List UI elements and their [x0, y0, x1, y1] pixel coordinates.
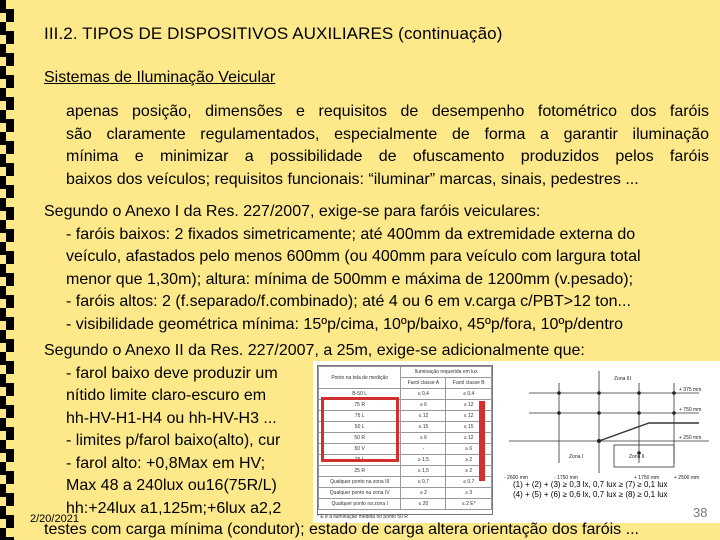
table-cell: 50 R — [319, 433, 401, 444]
table-cell: ≥ 6 — [446, 444, 492, 455]
text-line: - faróis baixos: 2 fixados simetricamente; até 400mm da extremidade externa do — [66, 225, 636, 243]
table-cell: ≤ 0,7 — [401, 477, 446, 488]
dimension-label: + 2500 mm — [674, 475, 700, 481]
measuring-screen-diagram — [499, 363, 715, 481]
table-header: Farol classe A — [401, 378, 446, 389]
table-cell: ≥ 2 — [446, 466, 492, 477]
table-cell: ≥ 12 — [446, 400, 492, 411]
table-cell: ≥ 6 — [401, 433, 446, 444]
zone-label: Zona I — [569, 454, 584, 460]
table-cell: B-50 L — [319, 389, 401, 400]
intro-paragraph — [66, 101, 709, 191]
section-subtitle: Sistemas de Iluminação Veicular — [44, 69, 276, 86]
table-header: Ponto na tela de medição — [319, 367, 401, 389]
text-line: Segundo o Anexo II da Res. 227/2007, a 25m, exige-se adicionalmente que: — [44, 342, 585, 359]
dimension-label: + 1750 mm — [634, 475, 660, 481]
text-line: hh:+24lux a1,125m;+6lux a2,2 — [66, 499, 282, 517]
table-header: Farol classe B — [446, 378, 492, 389]
text-line: Max 48 a 240lux ou16(75R/L) — [66, 477, 277, 494]
dimension-label: + 250 mm — [679, 435, 702, 441]
text-line: - visibilidade geométrica mínima: 15ºp/cima, 10ºp/baixo, 45ºp/fora, 10ºp/dentro — [66, 315, 623, 333]
text-line: hh-HV-H1-H4 ou hh-HV-H3 ... — [66, 409, 277, 427]
table-row — [319, 477, 492, 488]
table-footnote: * E é a iluminação medida no ponto 50 R — [317, 514, 408, 520]
table-cell: ≤ 0,7 — [446, 477, 492, 488]
text-line: baixos dos veículos; requisitos funcionais: “iluminar” marcas, sinais, pedestres ... — [66, 170, 639, 188]
text-line: - limites p/farol baixo(alto), cur — [66, 432, 281, 449]
table-cell: 25 R — [319, 466, 401, 477]
table-cell: Qualquer ponto na zona IV — [319, 488, 401, 499]
slide-date: 2/20/2021 — [30, 513, 79, 525]
slide-title: III.2. TIPOS DE DISPOSITIVOS AUXILIARES (continuação) — [44, 24, 503, 43]
table-row — [319, 499, 492, 510]
left-decorative-bar — [0, 0, 14, 540]
table-cell: 75 L — [319, 411, 401, 422]
bottom-text-line: testes com carga mínima (condutor); estado de carga altera orientação dos faróis ... — [44, 521, 639, 538]
table-cell: 25 L — [319, 455, 401, 466]
table-cell: ≥ 3 — [446, 488, 492, 499]
text-line: - faróis altos: 2 (f.separado/f.combinado); até 4 ou 6 em v.carga c/PBT>12 ton... — [66, 293, 631, 310]
formula-line: (1) + (2) + (3) ≥ 0,3 lx, 0,7 lux ≥ (7) ≥ 0,1 lux — [513, 480, 668, 489]
table-cell: ≥ 6 — [401, 400, 446, 411]
text-line: - farol alto: +0,8Max em HV; — [66, 454, 266, 472]
table-cell: ≤ 0,4 — [401, 389, 446, 400]
table-cell: ≥ 2 — [446, 455, 492, 466]
table-cell: ≤ 20 — [401, 499, 446, 510]
photometric-formulas — [513, 480, 668, 500]
text-line: menor que 1,30m); altura: mínima de 500mm e máxima de 1200mm (v.pesado); — [66, 270, 634, 288]
table-cell: Qualquer ponto na zona III — [319, 477, 401, 488]
table-cell: ≤ 12 — [401, 411, 446, 422]
table-cell: ≤ 0,4 — [446, 389, 492, 400]
table-cell: 75 R — [319, 400, 401, 411]
dimension-label: - 2600 mm — [504, 475, 528, 481]
formula-line: (4) + (5) + (6) ≥ 0,6 lx, 0,7 lux ≥ (8) ≥ 0,1 lux — [513, 490, 668, 499]
table-cell: ≥ 1,5 — [401, 466, 446, 477]
table-row — [319, 466, 492, 477]
zone-label: Zona II — [629, 454, 645, 460]
text-line: mínima e minimizar a possibilidade de ofuscamento produzidos pelos faróis — [66, 148, 709, 165]
dimension-label: + 375 mm — [679, 387, 702, 393]
table-cell: - — [401, 444, 446, 455]
table-cell: 50 V — [319, 444, 401, 455]
table-cell: ≥ 12 — [446, 433, 492, 444]
table-cell: Qualquer ponto na zona I — [319, 499, 401, 510]
text-line: Segundo o Anexo I da Res. 227/2007, exige-se para faróis veiculares: — [44, 203, 541, 220]
text-line: - farol baixo deve produzir um — [66, 364, 278, 382]
text-line: apenas posição, dimensões e requisitos de desempenho fotométrico dos faróis — [66, 103, 709, 120]
text-line: são claramente regulamentados, especialmente de forma a garantir iluminação — [66, 125, 709, 143]
dimension-label: - 1750 mm — [554, 475, 578, 481]
table-header: Iluminação requerida em lux — [401, 367, 492, 378]
text-line: veículo, afastados pelo menos 600mm (ou 400mm para veículo com largura total — [66, 248, 641, 265]
page-number: 38 — [693, 505, 708, 520]
table-cell: ≥ 2 — [401, 488, 446, 499]
table-row — [319, 488, 492, 499]
text-line: nítido limite claro-escuro em — [66, 387, 267, 404]
table-cell: ≤ 15 — [446, 422, 492, 433]
table-cell: ≤ 15 — [401, 422, 446, 433]
zone-label: Zona III — [614, 376, 631, 382]
dimension-label: + 750 mm — [679, 407, 702, 413]
highlight-marker — [479, 401, 485, 481]
table-cell: ≥ 1,5 — [401, 455, 446, 466]
table-cell: 50 L — [319, 422, 401, 433]
table-cell: ≤ 2 E* — [446, 499, 492, 510]
table-cell: ≤ 12 — [446, 411, 492, 422]
highlight-box — [321, 397, 399, 462]
annex-i-paragraph — [44, 201, 714, 336]
